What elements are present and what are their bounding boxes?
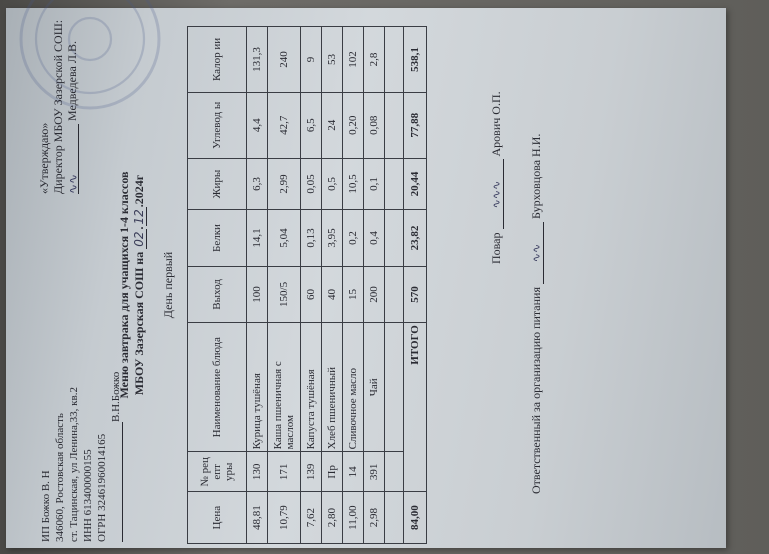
header-recipe: № рец епт уры <box>188 452 247 492</box>
cell-carbs: 0,20 <box>343 92 364 158</box>
cell-proteins: 0,13 <box>301 210 322 266</box>
cell-calories: 2,8 <box>364 27 385 93</box>
cook-signature-line <box>489 91 504 264</box>
date-month: 12 <box>132 209 146 225</box>
cook-signature-icon: ∿∿∿ <box>490 160 504 230</box>
cell-name: Сливочное масло <box>343 323 364 452</box>
cell-name: Чай <box>364 323 385 452</box>
responsible-signature-line <box>529 134 544 494</box>
cell-calories: 240 <box>268 27 301 93</box>
approval-block <box>37 20 79 194</box>
school-name: МБОУ Зазерская СОШ на <box>132 251 146 396</box>
menu-table <box>187 26 427 544</box>
total-carbs: 77,88 <box>404 92 427 158</box>
supplier-address-2: ст. Тацинская, ул Ленина,33, кв.2 <box>68 387 80 542</box>
table-row <box>301 27 322 544</box>
total-proteins: 23,82 <box>404 210 427 266</box>
cell-price: 2,80 <box>322 492 343 544</box>
cell-fats: 0,5 <box>322 158 343 210</box>
menu-title-line2: МБОУ Зазерская СОШ на 02.12.2024г <box>132 174 146 396</box>
supplier-ogrn: ОГРН 32461960014165 <box>96 433 108 542</box>
header-name: Наименование блюда <box>188 323 247 452</box>
table-row-empty <box>385 27 404 544</box>
cell-carbs: 4,4 <box>247 92 268 158</box>
cell-price: 48,81 <box>247 492 268 544</box>
cell-carbs: 0,08 <box>364 92 385 158</box>
table-row <box>247 27 268 544</box>
menu-title <box>117 16 147 554</box>
cell-recipe: 391 <box>364 452 385 492</box>
cell-calories: 53 <box>322 27 343 93</box>
cell-fats: 0,05 <box>301 158 322 210</box>
cell-carbs: 42,7 <box>268 92 301 158</box>
supplier-block <box>39 372 123 542</box>
cell-proteins: 0,4 <box>364 210 385 266</box>
total-output: 570 <box>404 266 427 322</box>
cook-label: Повар <box>489 232 503 264</box>
cell-name: Каша пшеничная с маслом <box>268 323 301 452</box>
cell-carbs: 6,5 <box>301 92 322 158</box>
cell-name: Курица тушёная <box>247 323 268 452</box>
cell-carbs: 24 <box>322 92 343 158</box>
table-row <box>343 27 364 544</box>
total-calories: 538,1 <box>404 27 427 93</box>
cell-fats: 10,5 <box>343 158 364 210</box>
cell-recipe: 130 <box>247 452 268 492</box>
cell-output: 60 <box>301 266 322 322</box>
cell-calories: 102 <box>343 27 364 93</box>
cell-output: 150/5 <box>268 266 301 322</box>
responsible-name: Бурховцова Н.И. <box>529 133 543 219</box>
supplier-address-1: 346060, Ростовская область <box>54 413 66 542</box>
table-row <box>364 27 385 544</box>
total-label: ИТОГО <box>404 323 427 492</box>
cook-name: Арович О.П. <box>489 91 503 157</box>
director-signature-icon: ∿∿ <box>66 124 79 194</box>
table-total-row <box>404 27 427 544</box>
header-carbs: Углевод ы <box>188 92 247 158</box>
cell-calories: 131,3 <box>247 27 268 93</box>
header-fats: Жиры <box>188 158 247 210</box>
menu-document <box>9 16 725 554</box>
cell-recipe: Пр <box>322 452 343 492</box>
supplier-name: ИП Божко В. Н <box>40 470 52 542</box>
date-year: 2024г <box>132 174 146 205</box>
supplier-signature-name: В.Н.Божко <box>110 371 122 422</box>
approval-signature-line <box>65 20 79 194</box>
responsible-label: Ответственный за организацию питания <box>529 287 543 494</box>
total-price: 84,00 <box>404 492 427 544</box>
cell-fats: 6,3 <box>247 158 268 210</box>
table-row <box>322 27 343 544</box>
cell-name: Хлеб пшеничный <box>322 323 343 452</box>
cell-price: 10,79 <box>268 492 301 544</box>
cell-output: 40 <box>322 266 343 322</box>
cell-price: 7,62 <box>301 492 322 544</box>
cell-price: 2,98 <box>364 492 385 544</box>
cell-fats: 0,1 <box>364 158 385 210</box>
cell-recipe: 14 <box>343 452 364 492</box>
cell-proteins: 5,04 <box>268 210 301 266</box>
cell-proteins: 14,1 <box>247 210 268 266</box>
header-calories: Калор ии <box>188 27 247 93</box>
approval-title: «Утверждаю» <box>37 122 51 194</box>
paper-sheet <box>6 8 726 548</box>
cell-proteins: 0,2 <box>343 210 364 266</box>
responsible-signature-icon: ∿∿ <box>530 222 544 284</box>
cell-fats: 2,99 <box>268 158 301 210</box>
cell-output: 100 <box>247 266 268 322</box>
cell-price: 11,00 <box>343 492 364 544</box>
table-header-row <box>188 27 247 544</box>
total-fats: 20,44 <box>404 158 427 210</box>
header-price: Цена <box>188 492 247 544</box>
day-label: День первый <box>161 251 175 319</box>
cell-calories: 9 <box>301 27 322 93</box>
approval-position: Директор МБОУ Зазерской СОШ: <box>51 19 65 194</box>
header-output: Выход <box>188 266 247 322</box>
supplier-inn: ИНН 613400000155 <box>82 449 94 542</box>
table-row <box>268 27 301 544</box>
director-name: Медведева Л.В. <box>65 41 79 121</box>
date-day: 02 <box>132 231 146 247</box>
cell-name: Капуста тушёная <box>301 323 322 452</box>
header-proteins: Белки <box>188 210 247 266</box>
cell-recipe: 139 <box>301 452 322 492</box>
cell-recipe: 171 <box>268 452 301 492</box>
cell-output: 15 <box>343 266 364 322</box>
menu-title-line1: Меню завтрака для учащихся 1-4 классов <box>117 171 131 399</box>
cell-proteins: 3,95 <box>322 210 343 266</box>
cell-output: 200 <box>364 266 385 322</box>
